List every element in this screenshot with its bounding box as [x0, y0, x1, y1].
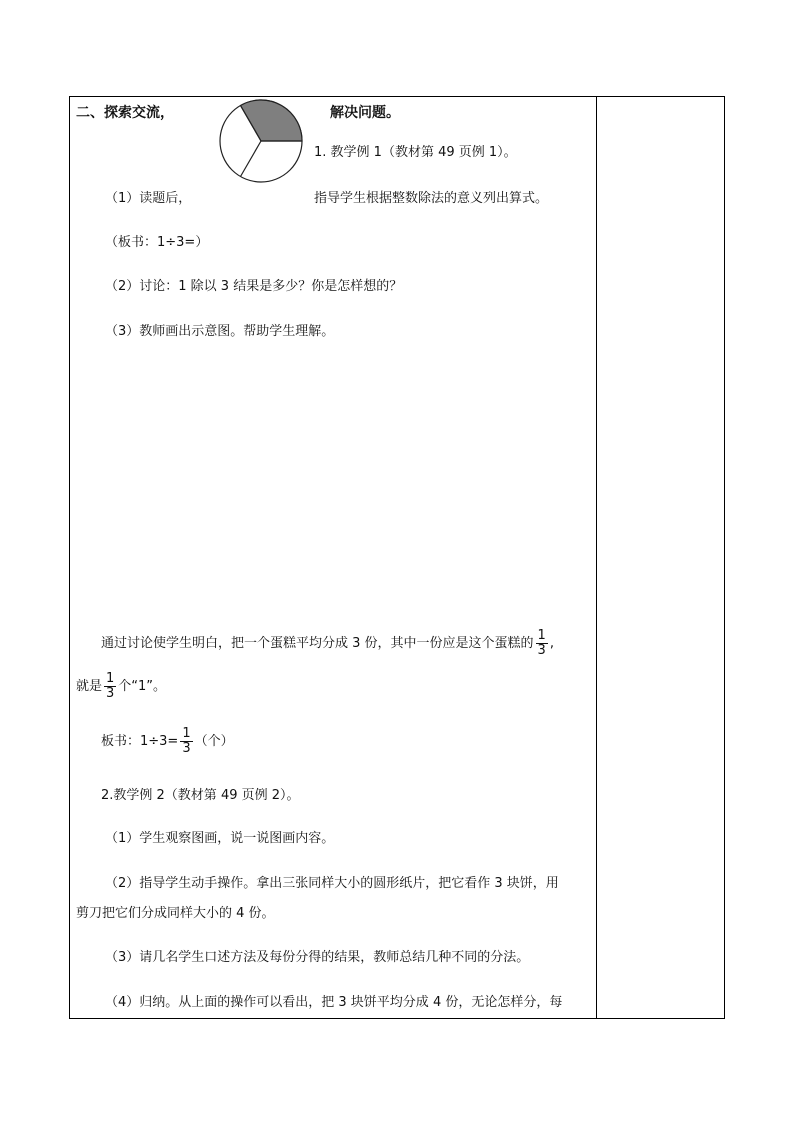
- table-column-divider: [596, 96, 597, 1019]
- example1-step3: （3）教师画出示意图。帮助学生理解。: [105, 324, 335, 339]
- fraction-one-third: [104, 672, 116, 701]
- example2-step2-line2: 剪刀把它们分成同样大小的 4 份。: [76, 906, 275, 921]
- example1-title: 1. 教学例 1（教材第 49 页例 1）。: [314, 145, 517, 160]
- example2-step2-line1: （2）指导学生动手操作。拿出三张同样大小的圆形纸片，把它看作 3 块饼，用: [105, 876, 559, 891]
- example2-step4: （4）归纳。从上面的操作可以看出，把 3 块饼平均分成 4 份，无论怎样分，每: [105, 995, 563, 1010]
- fraction-numerator: 1: [182, 726, 191, 741]
- example2-step3: （3）请几名学生口述方法及每份分得的结果，教师总结几种不同的分法。: [105, 950, 530, 965]
- example2-title: 2.教学例 2（教材第 49 页例 2）。: [101, 788, 300, 803]
- fraction-denominator: 3: [182, 741, 191, 756]
- fraction-one-third: [180, 727, 192, 756]
- conclusion-line2-a: 就是: [76, 679, 103, 694]
- pie-thirds-icon: [218, 98, 304, 184]
- fraction-numerator: 1: [537, 628, 546, 643]
- conclusion-board2: [101, 727, 234, 756]
- fraction-denominator: 3: [537, 643, 546, 658]
- conclusion-line1-text: 通过讨论使学生明白，把一个蛋糕平均分成 3 份，其中一份应是这个蛋糕的: [101, 636, 534, 651]
- example1-board1: （板书：1÷3=）: [105, 235, 209, 250]
- example1-step1-b: 指导学生根据整数除法的意义列出算式。: [314, 191, 549, 206]
- example2-step1: （1）学生观察图画，说一说图画内容。: [105, 831, 335, 846]
- board2-text: 板书：1÷3=: [101, 734, 179, 749]
- conclusion-line2: [76, 672, 166, 701]
- example1-step1-a: （1）读题后，: [105, 191, 192, 206]
- fraction-numerator: 1: [106, 671, 115, 686]
- example1-step2: （2）讨论：1 除以 3 结果是多少？你是怎样想的？: [105, 279, 403, 294]
- fraction-one-third: [536, 629, 548, 658]
- board2-unit: （个）: [194, 734, 234, 749]
- section-heading-left: 二、探索交流，: [76, 105, 174, 121]
- fraction-denominator: 3: [106, 686, 115, 701]
- section-heading-right: 解决问题。: [330, 105, 400, 121]
- conclusion-line1: 通过讨论使学生明白，把一个蛋糕平均分成 3 份，其中一份应是这个蛋糕的 $\frac{1}{3}$ ,: [101, 628, 554, 658]
- conclusion-line2-b: 个“1”。: [118, 679, 167, 694]
